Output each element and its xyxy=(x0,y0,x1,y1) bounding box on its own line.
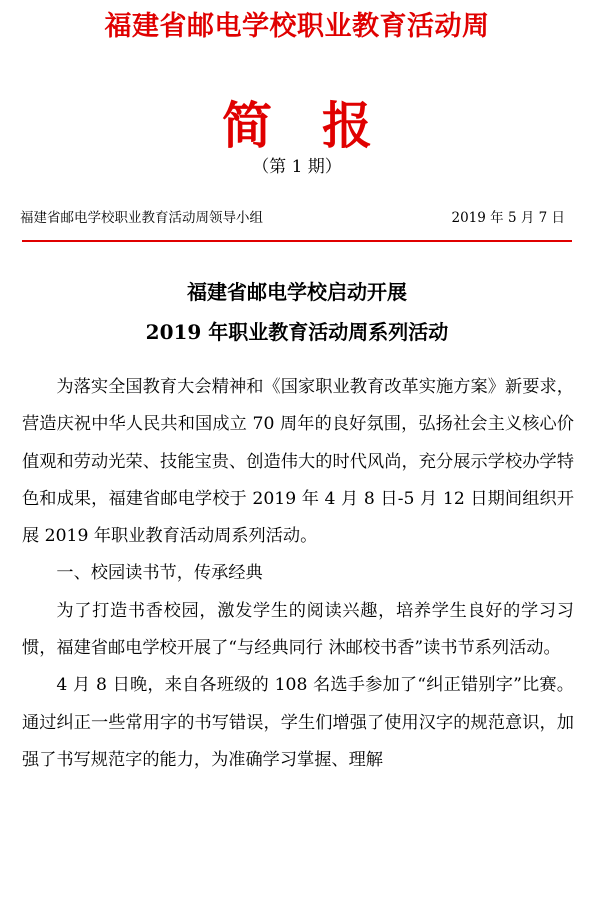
bulletin-title: 简 报 xyxy=(222,97,372,155)
org-title: 福建省邮电学校职业教育活动周 xyxy=(104,11,490,42)
issue-number: （第 1 期） xyxy=(252,157,342,177)
masthead xyxy=(20,206,565,226)
publisher: 福建省邮电学校职业教育活动周领导小组 xyxy=(20,210,263,226)
article-title-line-2: 2019 年职业教育活动周系列活动 xyxy=(145,320,449,344)
paragraph: 4 月 8 日晚，来自各班级的 108 名选手参加了“纠正错别字”比赛。通过纠正一些常用字的书写错误，学生们增强了使用汉字的规范意识，加强了书写规范字的能力，为准确学习掌握、理解 xyxy=(22,675,574,770)
section-heading: 一、校园读书节，传承经典 xyxy=(56,563,263,584)
paragraph: 为了打造书香校园，激发学生的阅读兴趣，培养学生良好的学习习惯，福建省邮电学校开展了“与经典同行 沐邮校书香”读书节系列活动。 xyxy=(22,600,574,659)
red-divider xyxy=(22,240,572,242)
publish-date: 2019 年 5 月 7 日 xyxy=(451,210,565,226)
article-title-line-1: 福建省邮电学校启动开展 xyxy=(187,280,407,304)
paragraph-intro: 为落实全国教育大会精神和《国家职业教育改革实施方案》新要求，营造庆祝中华人民共和国成立 70 周年的良好氛围，弘扬社会主义核心价值观和劳动光荣、技能宝贵、创造伟大的时代风尚，充分展示学校办学特色和成果，福建省邮电学校于 2019 年 4 月 8 日-5 月 12 日期间组织开展 2019 年职业教育活动周系列活动。 xyxy=(22,377,574,547)
article-body xyxy=(22,369,574,779)
